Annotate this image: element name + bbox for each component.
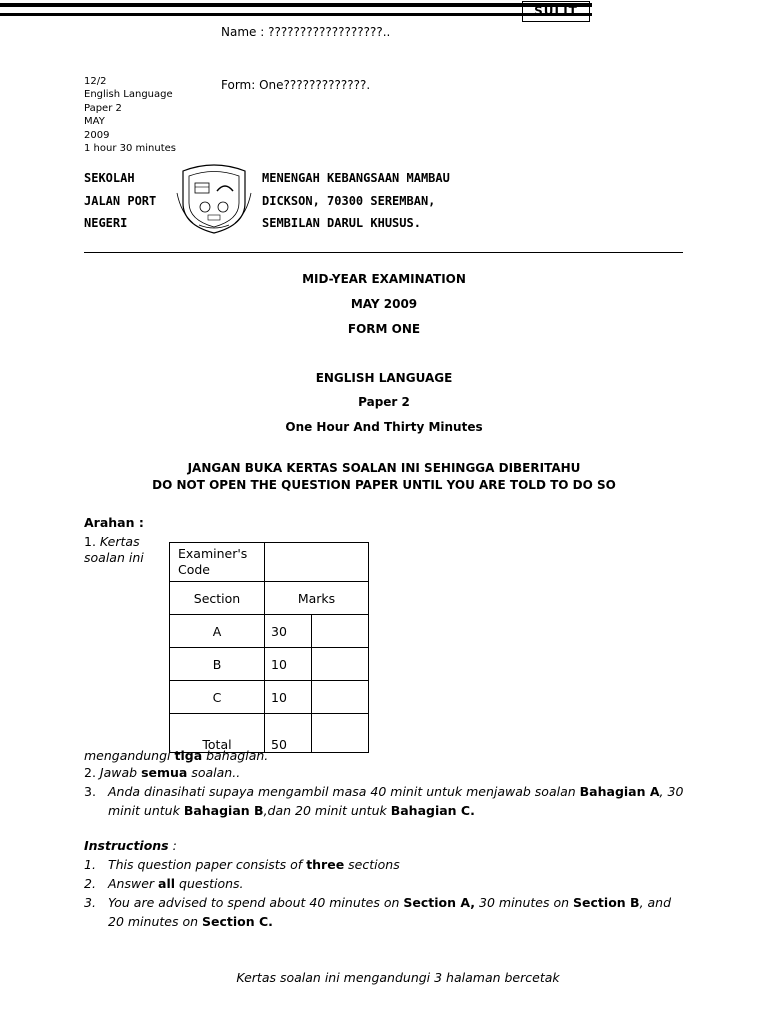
exam-month: MAY 2009: [350, 297, 418, 311]
arahan-item2-num: 2.: [84, 765, 96, 780]
arahan-heading: Arahan :: [84, 515, 144, 530]
total-label: Total: [170, 714, 265, 753]
section-b-max: 10: [265, 648, 312, 681]
school-left-1: SEKOLAH: [84, 171, 135, 185]
top-rule-2: [0, 13, 592, 16]
school-right-2: DICKSON, 70300 SEREMBAN,: [262, 193, 436, 208]
col-section: Section: [170, 582, 265, 615]
instructions-item3-line1-post: , and: [639, 895, 672, 910]
arahan-item1-cont-text: mengandungi: [84, 748, 171, 763]
paper-subject: English Language: [84, 89, 173, 101]
arahan-item2: [84, 763, 240, 782]
instructions-item3-bold-c: Section C.: [202, 914, 273, 929]
paper-info: [84, 75, 176, 155]
form-line: Form: One?????????????.: [221, 78, 371, 92]
paper-number: Paper 2: [84, 102, 122, 114]
instructions-item3-num: 3.: [84, 895, 96, 910]
instructions-item1-num: 1.: [84, 857, 96, 872]
warning-malay: JANGAN BUKA KERTAS SOALAN INI SEHINGGA DIBERITAHU: [187, 461, 581, 475]
exam-title: MID-YEAR EXAMINATION: [302, 272, 466, 286]
arahan-item3-line1-post: , 30: [659, 784, 684, 799]
arahan-item3-num: 3.: [84, 784, 96, 799]
examiner-code-cell[interactable]: [265, 543, 369, 582]
section-c-mark-cell[interactable]: [312, 681, 369, 714]
exam-subject: ENGLISH LANGUAGE: [315, 371, 453, 385]
instructions-item2-bold: all: [158, 876, 176, 891]
paper-year: 2009: [84, 129, 110, 141]
instructions-heading: [84, 838, 177, 853]
section-b: B: [170, 648, 265, 681]
top-rule-1: [0, 3, 592, 7]
instructions-item3-bold-a: Section A,: [403, 895, 476, 910]
school-right-3: SEMBILAN DARUL KHUSUS.: [262, 216, 421, 230]
instructions-item3-line1: [84, 893, 671, 912]
section-a-max: 30: [265, 615, 312, 648]
exam-duration: One Hour And Thirty Minutes: [285, 420, 483, 434]
arahan-item1-bold: tiga: [174, 748, 203, 763]
paper-month: MAY: [84, 116, 105, 128]
instructions-item3-line1-pre: You are advised to spend about 40 minutes on: [108, 895, 400, 910]
school-left-2: JALAN PORT: [84, 193, 157, 208]
school-name-left: [84, 167, 156, 235]
arahan-item1-end: bahagian.: [206, 748, 269, 763]
total-value: 50: [265, 714, 312, 753]
section-b-mark-cell[interactable]: [312, 648, 369, 681]
section-a-mark-cell[interactable]: [312, 615, 369, 648]
arahan-item3-line1-pre: Anda dinasihati supaya mengambil masa 40 minit untuk menjawab soalan: [108, 784, 576, 799]
arahan-item1-start: [84, 534, 164, 566]
arahan-item3-bold-c: Bahagian C.: [390, 803, 475, 818]
warning-english: DO NOT OPEN THE QUESTION PAPER UNTIL YOU ARE TOLD TO DO SO: [152, 478, 616, 492]
total-mark-cell[interactable]: [312, 714, 369, 753]
school-right-1: MENENGAH KEBANGSAAN MAMBAU: [262, 171, 450, 185]
instructions-heading-text: Instructions: [84, 838, 169, 853]
arahan-item2-pre: Jawab: [99, 765, 138, 780]
arahan-item2-post: soalan..: [191, 765, 241, 780]
school-name-right: [262, 167, 450, 235]
name-line: Name : ??????????????????..: [221, 25, 391, 39]
arahan-item1-num: 1.: [84, 534, 96, 549]
school-crest-icon: [175, 163, 253, 235]
instructions-item1-bold: three: [306, 857, 345, 872]
footer-page-count: Kertas soalan ini mengandungi 3 halaman bercetak: [236, 970, 560, 985]
section-c-max: 10: [265, 681, 312, 714]
arahan-item3-line2-pre: minit untuk: [108, 803, 180, 818]
exam-paper: Paper 2: [358, 395, 410, 409]
instructions-item1-pre: This question paper consists of: [108, 857, 303, 872]
sulit-label: SULIT: [522, 1, 590, 22]
arahan-item3-bold-b: Bahagian B: [183, 803, 264, 818]
instructions-item3-bold-b: Section B: [573, 895, 640, 910]
school-left-3: NEGERI: [84, 216, 128, 230]
arahan-item3-line2: [108, 801, 475, 820]
instructions-item3-line1-mid: 30 minutes on: [479, 895, 570, 910]
instructions-item2: [84, 874, 244, 893]
instructions-item1-post: sections: [348, 857, 400, 872]
instructions-item2-post: questions.: [179, 876, 244, 891]
arahan-item3-line2-mid: ,dan 20 minit untuk: [263, 803, 387, 818]
examiner-code-label-2: Code: [178, 562, 211, 577]
paper-code: 12/2: [84, 76, 107, 87]
header-divider: [84, 252, 683, 253]
col-marks: Marks: [265, 582, 369, 615]
section-a: A: [170, 615, 265, 648]
section-c: C: [170, 681, 265, 714]
instructions-item3-line2-pre: 20 minutes on: [108, 914, 199, 929]
arahan-item3-line1: [84, 782, 683, 801]
instructions-item1: [84, 855, 400, 874]
instructions-item3-line2: [108, 912, 273, 931]
arahan-item1-text: Kertas soalan ini: [84, 534, 144, 565]
arahan-item3-bold-a: Bahagian A: [579, 784, 660, 799]
examiner-code-label-1: Examiner's: [178, 546, 248, 561]
examiner-code-label: [170, 543, 265, 582]
exam-form: FORM ONE: [347, 322, 421, 336]
instructions-item2-num: 2.: [84, 876, 96, 891]
instructions-item2-pre: Answer: [108, 876, 155, 891]
paper-duration: 1 hour 30 minutes: [84, 143, 177, 155]
arahan-item2-bold: semua: [141, 765, 188, 780]
instructions-heading-colon: :: [168, 838, 177, 853]
examiner-marks-table: [169, 542, 369, 753]
